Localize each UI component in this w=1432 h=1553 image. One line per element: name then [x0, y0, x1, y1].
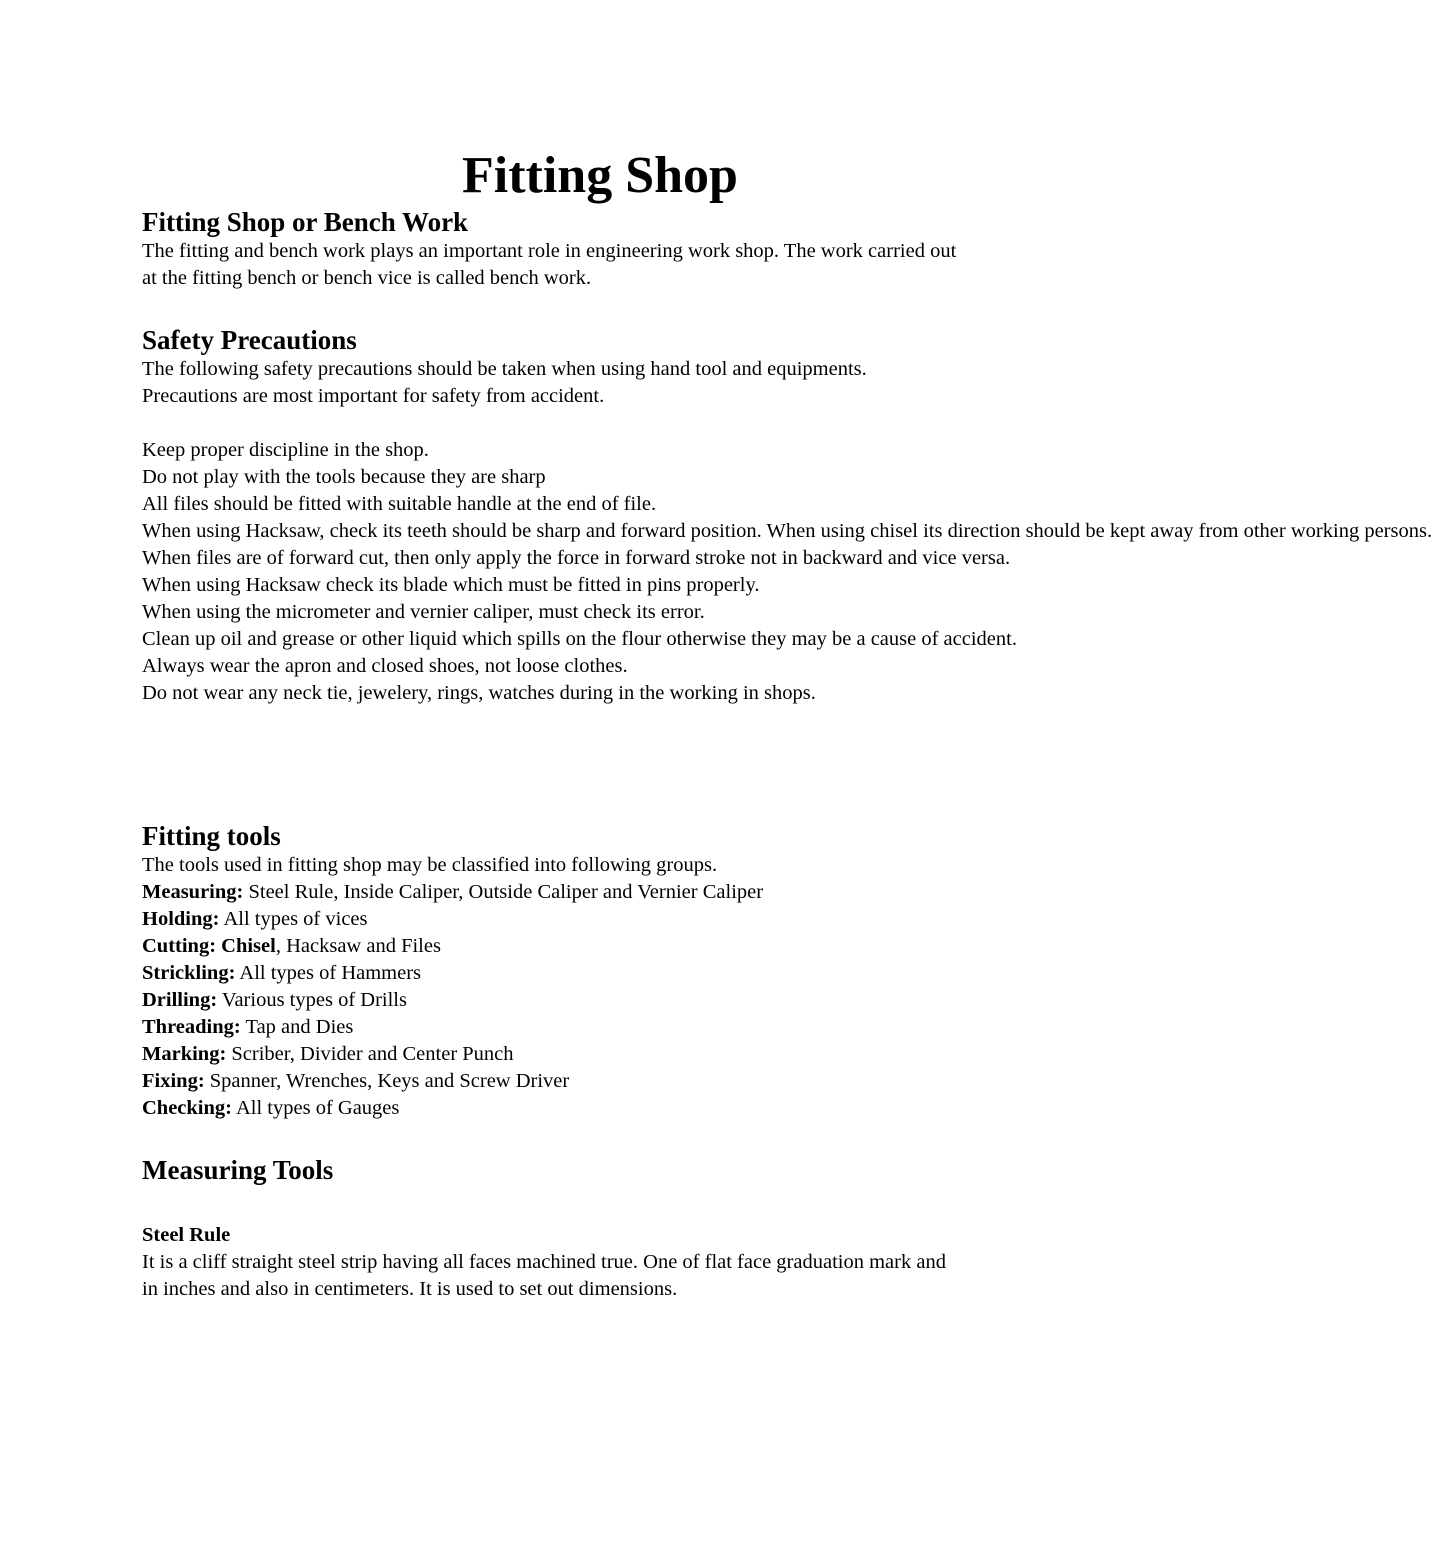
tool-group-text: Steel Rule, Inside Caliper, Outside Caliper and Vernier Caliper [243, 881, 764, 903]
tool-group-text: All types of vices [219, 908, 368, 930]
tool-group-measuring [142, 879, 1072, 906]
tool-group-drilling [142, 987, 1072, 1014]
section-heading-fitting-tools: Fitting tools [142, 821, 281, 851]
tool-group-label: Cutting: Chisel [142, 935, 276, 957]
section-bench-work [142, 206, 1072, 292]
document-title: Fitting Shop [462, 147, 738, 204]
list-item: Keep proper discipline in the shop. [142, 439, 429, 461]
section-heading-bench-work: Fitting Shop or Bench Work [142, 207, 469, 237]
paragraph-line: The tools used in fitting shop may be classified into following groups. [142, 854, 718, 876]
paragraph-line: The following safety precautions should be taken when using hand tool and equipments. [142, 358, 867, 380]
tool-group-text: All types of Gauges [231, 1097, 400, 1119]
tool-group-label: Drilling: [142, 989, 218, 1011]
list-item: When using Hacksaw check its blade which must be fitted in pins properly. [142, 574, 760, 596]
paragraph-line: in inches and also in centimeters. It is used to set out dimensions. [142, 1278, 678, 1300]
list-item: Do not wear any neck tie, jewelery, rings, watches during in the working in shops. [142, 682, 816, 704]
tool-group-label: Strickling: [142, 962, 236, 984]
list-item: When using the micrometer and vernier caliper, must check its error. [142, 601, 705, 623]
section-measuring-tools [142, 1154, 1072, 1303]
tool-group-cutting [142, 933, 1072, 960]
tool-group-label: Marking: [142, 1043, 227, 1065]
tool-group-checking [142, 1095, 1072, 1122]
tool-group-text: Spanner, Wrenches, Keys and Screw Driver [204, 1070, 570, 1092]
paragraph-line: Precautions are most important for safety from accident. [142, 385, 605, 407]
tool-group-fixing [142, 1068, 1072, 1095]
paragraph-line: The fitting and bench work plays an important role in engineering work shop. The work carried out [142, 240, 957, 262]
tool-group-holding [142, 906, 1072, 933]
tool-group-label: Checking: [142, 1097, 232, 1119]
tool-group-text: All types of Hammers [235, 962, 422, 984]
paragraph-line: at the fitting bench or bench vice is called bench work. [142, 267, 592, 289]
list-item: Do not play with the tools because they are sharp [142, 466, 546, 488]
tool-groups-list [142, 879, 1072, 1122]
subheading-steel-rule: Steel Rule [142, 1224, 231, 1246]
paragraph-line: It is a cliff straight steel strip having all faces machined true. One of flat face graduation mark and [142, 1251, 946, 1273]
tool-group-label: Holding: [142, 908, 220, 930]
section-heading-safety: Safety Precautions [142, 325, 357, 355]
list-item: All files should be fitted with suitable handle at the end of file. [142, 493, 657, 515]
tool-group-text: Various types of Drills [217, 989, 407, 1011]
tool-group-marking [142, 1041, 1072, 1068]
tool-group-label: Measuring: [142, 881, 244, 903]
tool-group-text: , Hacksaw and Files [275, 935, 441, 957]
tool-group-strickling [142, 960, 1072, 987]
tool-group-threading [142, 1014, 1072, 1041]
tool-group-text: Tap and Dies [240, 1016, 354, 1038]
list-item: When files are of forward cut, then only apply the force in forward stroke not in backward and vice versa. [142, 547, 1011, 569]
safety-list [142, 437, 1432, 707]
list-item: When using Hacksaw, check its teeth should be sharp and forward position. When using chisel its direction should be kept away from other working persons. [142, 520, 1432, 542]
section-fitting-tools [142, 820, 1072, 1122]
tool-group-label: Fixing: [142, 1070, 205, 1092]
tool-group-label: Threading: [142, 1016, 241, 1038]
tool-group-text: Scriber, Divider and Center Punch [226, 1043, 514, 1065]
list-item: Clean up oil and grease or other liquid which spills on the flour otherwise they may be a cause of accident. [142, 628, 1017, 650]
list-item: Always wear the apron and closed shoes, not loose clothes. [142, 655, 628, 677]
section-heading-measuring-tools: Measuring Tools [142, 1155, 334, 1185]
section-safety-precautions [142, 324, 1432, 707]
